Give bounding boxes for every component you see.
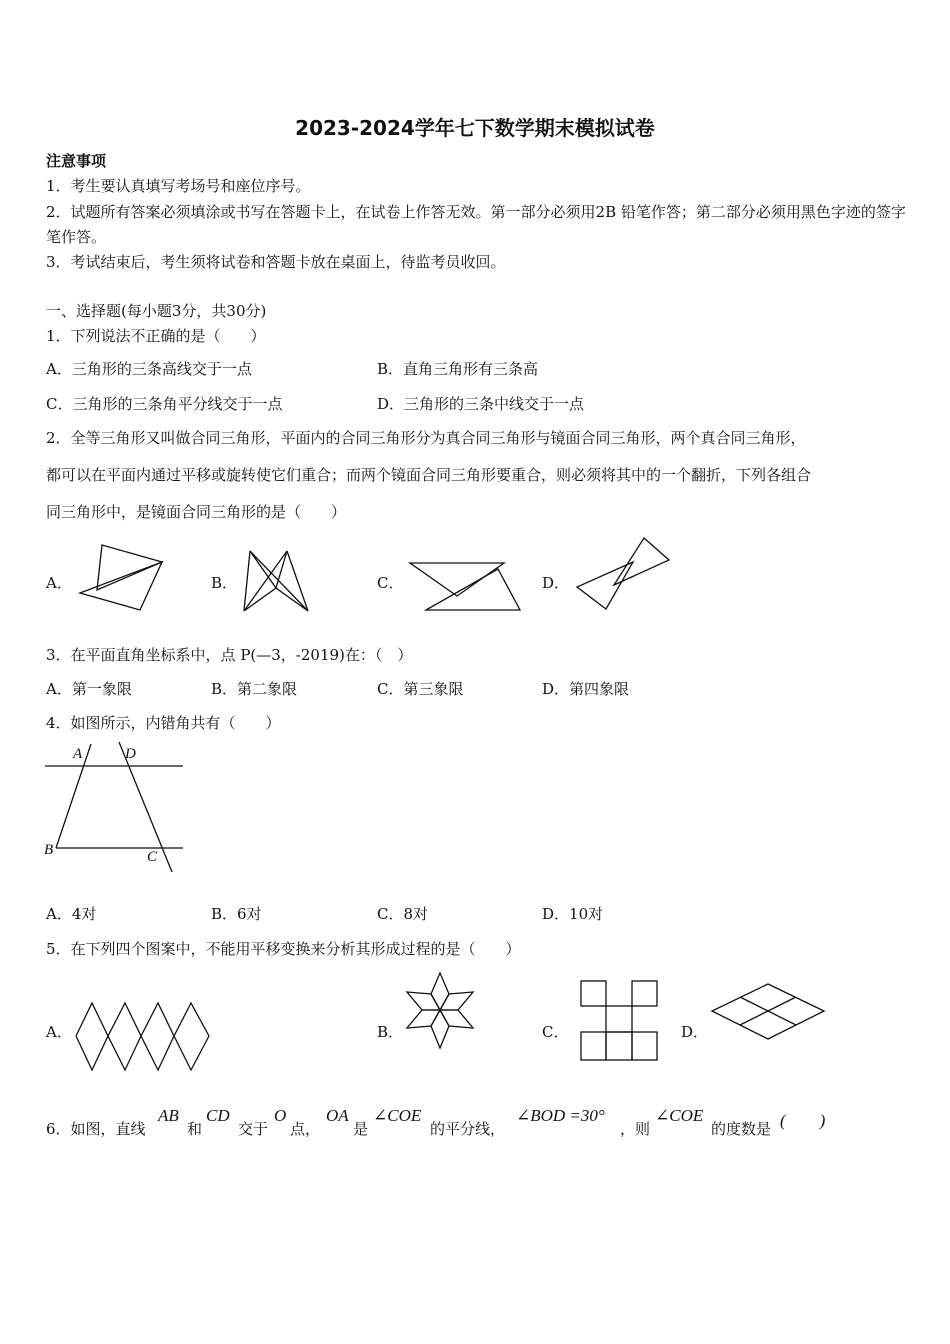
q1-stem: 1．下列说法不正确的是（ ） (46, 327, 266, 345)
q1-option-b[interactable]: B．直角三角形有三条高 (377, 360, 539, 378)
q5-label-c[interactable]: C． (542, 1023, 569, 1041)
q3-option-a[interactable]: A．第一象限 (46, 680, 132, 698)
q6-text-5: 是 (353, 1120, 369, 1138)
q4-label-c: C (147, 849, 158, 865)
notice-heading: 注意事项 (46, 152, 107, 170)
q6-math-bod: ∠BOD =30° (516, 1106, 605, 1125)
q3-option-c[interactable]: C．第三象限 (377, 680, 464, 698)
q6-text-4: 点， (290, 1120, 321, 1138)
q6-text-1: 6．如图，直线 (46, 1120, 146, 1138)
q3-option-d[interactable]: D．第四象限 (542, 680, 630, 698)
q1-option-c[interactable]: C．三角形的三条角平分线交于一点 (46, 395, 283, 413)
notice-item-2: 2．试题所有答案必须填涂或书写在答题卡上，在试卷上作答无效。第一部分必须用2B 铅笔作答；第二部分必须用黑色字迹的签字笔作答。 (46, 203, 906, 246)
notice-item-1: 1．考生要认真填写考场号和座位序号。 (46, 177, 311, 195)
q2-label-c[interactable]: C． (377, 574, 404, 592)
q2-label-b[interactable]: B． (211, 574, 238, 592)
q4-option-c[interactable]: C．8对 (377, 905, 429, 923)
q6-answer-paren[interactable]: ( ) (780, 1111, 826, 1130)
q2-stem-line-3: 同三角形中，是镜面合同三角形的是（ ） (46, 503, 347, 521)
q6-math-o: O (274, 1106, 287, 1125)
q3-stem: 3．在平面直角坐标系中，点 P(—3，-2019)在：（ ） (46, 646, 413, 664)
section-heading: 一、选择题(每小题3分，共30分) (46, 302, 267, 320)
q3-option-b[interactable]: B．第二象限 (211, 680, 298, 698)
q6-math-oa: OA (326, 1106, 349, 1125)
q2-label-a[interactable]: A． (46, 574, 72, 592)
q4-label-b: B (44, 842, 54, 858)
q4-label-a: A (73, 746, 83, 762)
q6-text-6: 的平分线， (430, 1120, 506, 1138)
q2-stem-line-2: 都可以在平面内通过平移或旋转使它们重合；而两个镜面合同三角形要重合，则必须将其中的一个翻折，下列各组合 (46, 466, 812, 484)
q6-text-7: ，则 (620, 1120, 651, 1138)
q6-math-ab: AB (158, 1106, 179, 1125)
q1-option-d[interactable]: D．三角形的三条中线交于一点 (377, 395, 585, 413)
q2-stem-line-1: 2．全等三角形又叫做合同三角形，平面内的合同三角形分为真合同三角形与镜面合同三角形，两个真合同三角形， (46, 429, 806, 447)
q4-option-d[interactable]: D．10对 (542, 905, 604, 923)
q6-math-coe-2: ∠COE (655, 1106, 704, 1125)
q4-label-d: D (125, 746, 136, 762)
q2-label-d[interactable]: D． (542, 574, 570, 592)
q1-option-a[interactable]: A．三角形的三条高线交于一点 (46, 360, 252, 378)
q4-stem: 4．如图所示，内错角共有（ ） (46, 714, 281, 732)
q6-text-8: 的度数是 (711, 1120, 772, 1138)
q6-math-cd: CD (206, 1106, 230, 1125)
q5-label-d[interactable]: D． (681, 1023, 709, 1041)
q6-text-2: 和 (187, 1120, 203, 1138)
notice-item-3: 3．考试结束后，考生须将试卷和答题卡放在桌面上，待监考员收回。 (46, 253, 506, 271)
q5-stem: 5．在下列四个图案中，不能用平移变换来分析其形成过程的是（ ） (46, 940, 521, 958)
q6-text-3: 交于 (238, 1120, 269, 1138)
page-title: 2023-2024学年七下数学期末模拟试卷 (295, 116, 655, 140)
q4-option-a[interactable]: A．4对 (46, 905, 97, 923)
q6-math-coe-1: ∠COE (373, 1106, 422, 1125)
q5-label-a[interactable]: A． (46, 1023, 72, 1041)
q4-option-b[interactable]: B．6对 (211, 905, 262, 923)
q5-label-b[interactable]: B． (377, 1023, 404, 1041)
